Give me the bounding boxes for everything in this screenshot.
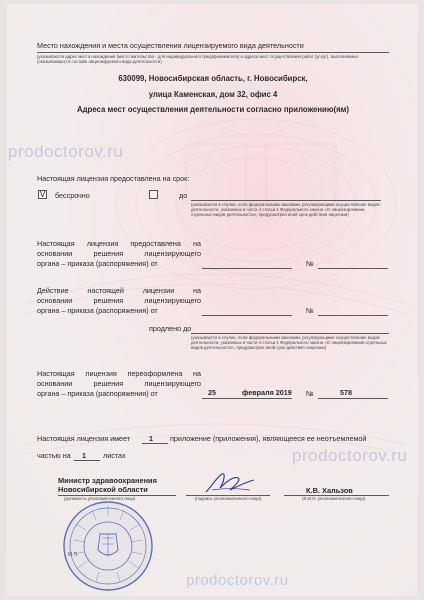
caption-rule — [37, 52, 389, 53]
extended-line-2: основании решения лицензирующего — [37, 296, 201, 305]
extended-until-rule — [191, 333, 389, 334]
term-note: (указывается в случае, если федеральными законами, регулирующими осуществление видов деятельности, указанных в части 4 статьи 1 Федерального закона «О лицензировании отдельных видов деятельности», предусмотрен иной срок действия лицензии) — [191, 202, 380, 218]
indefinite-checkbox[interactable]: V — [39, 190, 46, 199]
extended-line-3: органа – приказа (распоряжения) от — [37, 306, 158, 315]
reissued-no-label: № — [306, 389, 314, 398]
official-stamp — [56, 494, 160, 594]
reissued-day: 25 — [208, 388, 216, 397]
position-hint: (должность уполномоченного лица) — [64, 496, 136, 501]
stamp-mp-label: М.П. — [68, 552, 79, 558]
signer-position-line-1: Министр здравоохранения — [58, 476, 157, 485]
handwritten-signature — [202, 466, 258, 498]
name-hint: (Ф.И.О. уполномоченного лица) — [302, 496, 366, 501]
granted-line-3: органа – приказа (распоряжения) от — [37, 259, 158, 268]
reissued-line-1: Настоящая лицензия переоформлена на — [37, 369, 201, 378]
reissued-line-2: основании решения лицензирующего — [37, 379, 201, 388]
granted-date-rule — [202, 268, 292, 269]
signature-hint: (подпись уполномоченного лица) — [195, 496, 262, 501]
granted-line-2: основании решения лицензирующего — [37, 249, 201, 258]
location-hint: (указываются адрес места нахождения (место жительства - для индивидуального предпринимателя) и адреса мест осуществления работ (услуг), выполняемых (оказываемых) в составе лицензируемого вида деятельности) — [37, 54, 359, 65]
extended-note: (указывается в случае, если федеральными законами, регулирующими осуществление видов деятельности, указанных в части 4 статьи 1 Федерального закона «О лицензировании отдельных видов деятельности», предусмотрен иной срок действия лицензии) — [191, 335, 387, 351]
reissued-month-year: февраля 2019 — [242, 388, 292, 397]
annex-sheets-label: листах — [103, 451, 126, 460]
extended-until-label: продлено до — [149, 324, 192, 333]
annex-sheets: 1 — [82, 451, 86, 460]
address-line-2: улица Каменская, дом 32, офис 4 — [148, 90, 278, 99]
reissued-line-3: органа – приказа (распоряжения) от — [37, 389, 158, 398]
annex-count: 1 — [149, 434, 153, 443]
location-caption: Место нахождения и места осуществления лицензируемого вида деятельности — [37, 41, 304, 50]
annex-address-note: Адреса мест осуществления деятельности согласно приложению(ям) — [76, 105, 350, 114]
watermark-1: prodoctorov.ru — [8, 142, 124, 161]
watermark-3: prodoctorov.ru — [186, 572, 289, 589]
until-checkbox[interactable] — [149, 190, 158, 199]
annex-suffix: приложение (приложения), являющееся ее неотъемлемой — [170, 434, 367, 443]
term-label: Настоящая лицензия предоставлена на срок: — [37, 174, 190, 183]
signer-name: К.В. Хальзов — [306, 486, 353, 495]
watermark-2: prodoctorov.ru — [292, 446, 408, 465]
extended-date-rule — [202, 315, 292, 316]
license-sheet — [6, 4, 418, 596]
extended-line-1: Действие настоящей лицензии на — [37, 286, 201, 295]
annex-prefix: Настоящая лицензия имеет — [37, 434, 131, 443]
granted-line-1: Настоящая лицензия предоставлена на — [37, 239, 201, 248]
reissued-number: 578 — [340, 388, 352, 397]
until-label: до — [179, 191, 188, 200]
granted-no-rule — [318, 268, 388, 269]
reissued-date-rule — [202, 398, 292, 399]
annex-part-label: частью на — [37, 451, 71, 460]
extended-no-rule — [318, 315, 388, 316]
until-rule — [191, 200, 381, 201]
extended-no-label: № — [306, 306, 314, 315]
reissued-no-rule — [318, 398, 388, 399]
address-line-1: 630099, Новосибирская область, г. Новосибирск, — [118, 74, 308, 83]
granted-no-label: № — [306, 259, 314, 268]
annex-sheets-rule — [74, 460, 100, 461]
signer-position-line-2: Новосибирской области — [58, 485, 148, 494]
annex-count-rule — [142, 443, 168, 444]
indefinite-label: бессрочно — [55, 191, 90, 200]
